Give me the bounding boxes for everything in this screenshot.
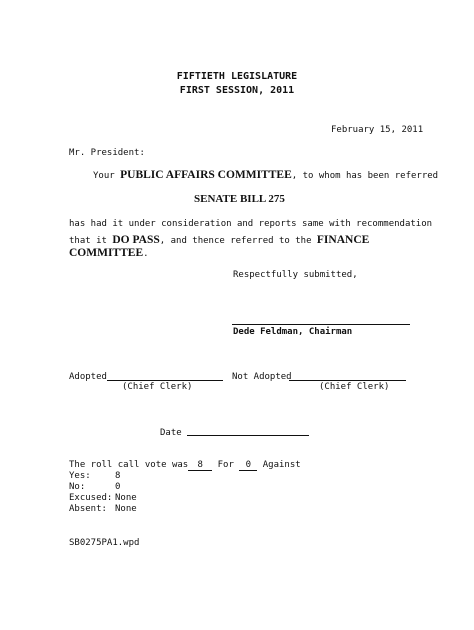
- intro-suffix: , to whom has been referred: [291, 171, 439, 181]
- report-date: February 15, 2011: [331, 125, 424, 135]
- body-line-1: has had it under consideration and reports same with recommendation: [69, 219, 433, 229]
- roll-call-prefix: The roll call vote was: [69, 460, 189, 470]
- roll-row-excused-value: None: [115, 493, 137, 503]
- body-line-2-mid: , and thence referred to the: [159, 236, 312, 246]
- signature-line: [232, 324, 410, 325]
- date-line: [187, 435, 309, 436]
- not-adopted-line: [289, 380, 406, 381]
- roll-row-no-value: 0: [115, 482, 121, 492]
- body-line-3: [69, 247, 149, 259]
- intro-prefix: Your: [93, 171, 115, 181]
- adopted-line: [107, 380, 223, 381]
- closing: Respectfully submitted,: [233, 270, 358, 280]
- adopted-label: Adopted: [69, 372, 107, 382]
- roll-row-absent-label: Absent:: [69, 504, 107, 514]
- date-label: Date: [160, 428, 182, 438]
- not-adopted-clerk: (Chief Clerk): [319, 382, 390, 392]
- bill-title: SENATE BILL 275: [194, 193, 285, 205]
- roll-row-yes-value: 8: [115, 471, 121, 481]
- roll-call-for-label: For: [217, 460, 234, 470]
- signature-name: Dede Feldman, Chairman: [233, 327, 353, 337]
- committee-name: PUBLIC AFFAIRS COMMITTEE: [120, 169, 292, 181]
- roll-call-line: [69, 460, 301, 471]
- body-line-2: [69, 234, 369, 246]
- roll-call-for-count: 8: [188, 460, 212, 471]
- roll-call-against-count: 0: [239, 460, 257, 471]
- body-period: .: [143, 249, 149, 259]
- recommendation: DO PASS: [112, 234, 160, 246]
- intro-line: [93, 169, 438, 181]
- roll-row-absent-value: None: [115, 504, 137, 514]
- heading-line-1: FIFTIETH LEGISLATURE: [176, 71, 298, 82]
- referred-committee-part-2: COMMITTEE: [69, 247, 144, 259]
- adopted-clerk: (Chief Clerk): [122, 382, 193, 392]
- salutation: Mr. President:: [69, 148, 145, 158]
- roll-row-excused-label: Excused:: [69, 493, 113, 503]
- body-line-2-prefix: that it: [69, 236, 107, 246]
- not-adopted-label: Not Adopted: [232, 372, 292, 382]
- heading-line-2: FIRST SESSION, 2011: [179, 85, 295, 96]
- roll-call-against-label: Against: [262, 460, 301, 470]
- roll-row-no-label: No:: [69, 482, 86, 492]
- file-reference: SB0275PA1.wpd: [69, 538, 140, 548]
- referred-committee-part-1: FINANCE: [316, 234, 370, 246]
- roll-row-yes-label: Yes:: [69, 471, 91, 481]
